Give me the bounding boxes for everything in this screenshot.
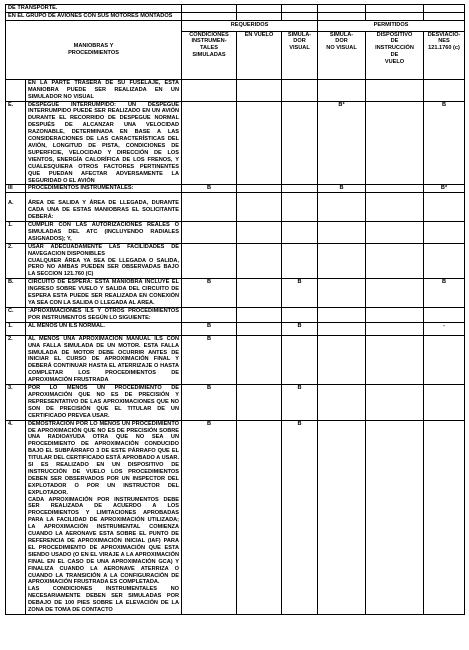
- visual-simulator-cell: [282, 243, 318, 279]
- training-device-cell: [366, 307, 424, 322]
- training-device-cell: [366, 420, 424, 614]
- empty-cell: [282, 12, 318, 20]
- deviations-cell: [424, 335, 465, 384]
- non-visual-simulator-cell: [318, 420, 366, 614]
- simulated-conditions-cell: [182, 243, 237, 279]
- non-visual-simulator-cell: [318, 322, 366, 335]
- deviations-cell: B*: [424, 185, 465, 193]
- in-flight-cell: [237, 322, 282, 335]
- maneuver-description: CIRCUITO DE ESPERA: ESTA MANIOBRA INCLUYE EL INGRESO SOBRE VUELO Y SALIDA DEL CIRCUITO DE ESPERA ESTA PUEDE SER REALIZADA EN CONEXIÓN YA SEA CON LA SALIDA O LLEGADA AL AREA.: [26, 279, 182, 308]
- row-number: 4.: [6, 420, 26, 614]
- deviations-cell: [424, 193, 465, 222]
- deviations-cell: -: [424, 322, 465, 335]
- training-device-cell: [366, 222, 424, 244]
- visual-simulator-cell: [282, 193, 318, 222]
- deviations-cell: [424, 420, 465, 614]
- simulated-conditions-cell: [182, 307, 237, 322]
- non-visual-simulator-cell: [318, 243, 366, 279]
- training-device-cell: [366, 385, 424, 421]
- non-visual-simulator-cell: [318, 307, 366, 322]
- empty-cell: [366, 12, 424, 20]
- maneuver-description: :APROXIMACIONES ILS Y OTROS PROCEDIMIENTOS POR INSTRUMENTOS SEGÚN LO SIGUIENTE:: [26, 307, 182, 322]
- header-required: REQUERIDOS: [182, 20, 318, 31]
- in-flight-cell: [237, 243, 282, 279]
- simulated-conditions-cell: [182, 79, 237, 101]
- simulated-conditions-cell: B: [182, 385, 237, 421]
- visual-simulator-cell: B: [282, 279, 318, 308]
- visual-simulator-cell: B: [282, 420, 318, 614]
- maneuver-description: ÁREA DE SALIDA Y ÁREA DE LLEGADA, DURANTE CADA UNA DE ESTAS MANIOBRAS EL SOLICITANTE DEBERÁ:: [26, 193, 182, 222]
- deviations-cell: [424, 222, 465, 244]
- table-row: [6, 243, 465, 279]
- top-row: [6, 5, 465, 13]
- header-visual-simulator: SIMULA- DOR VISUAL: [282, 31, 318, 79]
- header-permitted: PERMITIDOS: [318, 20, 465, 31]
- in-flight-cell: [237, 335, 282, 384]
- table-row: [6, 385, 465, 421]
- non-visual-simulator-cell: [318, 222, 366, 244]
- training-device-cell: [366, 279, 424, 308]
- maneuver-description: AL MENOS UN ILS NORMAL.: [26, 322, 182, 335]
- training-device-cell: [366, 193, 424, 222]
- in-flight-cell: [237, 79, 282, 101]
- row-number: B.: [6, 279, 26, 308]
- deviations-cell: B: [424, 279, 465, 308]
- visual-simulator-cell: [282, 79, 318, 101]
- top-row: [6, 12, 465, 20]
- training-device-cell: [366, 101, 424, 185]
- in-flight-cell: [237, 279, 282, 308]
- row-number: C.: [6, 307, 26, 322]
- simulated-conditions-cell: [182, 101, 237, 185]
- table-row: [6, 335, 465, 384]
- empty-cell: [237, 12, 282, 20]
- empty-cell: [366, 5, 424, 13]
- training-device-cell: [366, 243, 424, 279]
- empty-cell: [182, 12, 237, 20]
- in-flight-cell: [237, 193, 282, 222]
- empty-cell: [318, 12, 366, 20]
- table-row: [6, 101, 465, 185]
- maneuver-description: CUMPLIR CON LAS AUTORIZACIONES REALES O SIMULADAS DEL ATC (INCLUYENDO RADIALES ASIGNADOS); Y,: [26, 222, 182, 244]
- visual-simulator-cell: B: [282, 322, 318, 335]
- in-flight-cell: [237, 420, 282, 614]
- header-deviations: DESVIACIO- NES 121.1760 (c): [424, 31, 465, 79]
- table-row: [6, 307, 465, 322]
- empty-cell: [237, 5, 282, 13]
- deviations-cell: B: [424, 101, 465, 185]
- visual-simulator-cell: [282, 222, 318, 244]
- in-flight-cell: [237, 222, 282, 244]
- simulated-conditions-cell: B: [182, 420, 237, 614]
- row-number: 1.: [6, 222, 26, 244]
- non-visual-simulator-cell: [318, 385, 366, 421]
- non-visual-simulator-cell: [318, 279, 366, 308]
- maneuver-description: POR LO MENOS UN PROCEDIMIENTO DE APROXIMACIÓN QUE NO ES DE PRECISIÓN Y REPRESENTATIVO DE LAS APROXIMACIONES QUE NO SON DE PRECISIÓN QUE EL TITULAR DE UN CERTIFICADO PREVEA USAR.: [26, 385, 182, 421]
- table-row: [6, 79, 465, 101]
- requirements-table: [5, 4, 465, 615]
- table-row: [6, 185, 465, 193]
- row-number: 2.: [6, 335, 26, 384]
- maneuver-description: DESPEGUE INTERRUMPIDO: UN DESPEGUE INTERRUMPIDO PUEDE SER REALIZADO EN UN AVIÓN DURANTE EL RECORRIDO DE DESPEGUE NORMAL DESPUÉS DE ALCANZAR UNA VELOCIDAD RAZONABLE, DETERMINADA EN BASE A LAS CONSIDERACIONES DE LAS CARACTERÍSTICAS DEL AVIÓN, LONGITUD DE PISTA, CONDICIONES DE SUPERFICIE, VELOCIDAD Y DIRECCIÓN DE LOS VIENTOS, ENERGÍA CALORÍFICA DE LOS FRENOS, Y CUALESQUIERA OTROS FACTORES PERTINENTES QUE PUEDAN AFECTAR ADVERSAMENTE LA SEGURIDAD O EL AVIÓN: [26, 101, 182, 185]
- in-flight-cell: [237, 185, 282, 193]
- non-visual-simulator-cell: [318, 193, 366, 222]
- deviations-cell: [424, 243, 465, 279]
- visual-simulator-cell: [282, 307, 318, 322]
- maneuver-description: PROCEDIMIENTOS INSTRUMENTALES:: [26, 185, 182, 193]
- deviations-cell: [424, 385, 465, 421]
- row-number: 3.: [6, 385, 26, 421]
- in-flight-cell: [237, 101, 282, 185]
- header-simulated-conditions: CONDICIONES INSTRUMEN- TALES SIMULADAS: [182, 31, 237, 79]
- deviations-cell: [424, 307, 465, 322]
- simulated-conditions-cell: B: [182, 335, 237, 384]
- simulated-conditions-cell: B: [182, 322, 237, 335]
- training-device-cell: [366, 322, 424, 335]
- header-in-flight: EN VUELO: [237, 31, 282, 79]
- visual-simulator-cell: [282, 101, 318, 185]
- empty-cell: [282, 5, 318, 13]
- maneuver-description: USAR ADECUADAMENTE LAS FACILIDADES DE NAVEGACION DISPONIBLES CUALQUIER ÁREA YA SEA DE LLEGADA O SALIDA, PERO NO AMBAS PUEDEN SER OBSERVADAS BAJO LA SECCION 121.760 (C): [26, 243, 182, 279]
- non-visual-simulator-cell: [318, 335, 366, 384]
- simulated-conditions-cell: [182, 222, 237, 244]
- empty-cell: [182, 5, 237, 13]
- header-maneuvers: MANIOBRAS Y PROCEDIMIENTOS: [6, 20, 182, 79]
- table-row: [6, 322, 465, 335]
- row-number: 1.: [6, 322, 26, 335]
- maneuver-description: EN LA PARTE TRASERA DE SU FUSELAJE, ESTA MANIOBRA PUEDE SER REALIZADA EN UN SIMULADOR NO VISUAL: [26, 79, 182, 101]
- simulated-conditions-cell: B: [182, 185, 237, 193]
- empty-cell: [424, 5, 465, 13]
- maneuver-description: AL MENOS UNA APROXIMACIÓN MANUAL ILS CON UNA FALLA SIMULADA DE UN MOTOR. ESTA FALLA SIMULADA DE MOTOR DEBE OCURRIR ANTES DE INICIAR EL CURSO DE APROXIMACIÓN FINAL Y DEBERÁ CONTINUAR HASTA EL ATERRIZAJE O HASTA COMPLETAR LOS PROCEDIMIENTOS DE APROXIMACIÓN FRUSTRADA: [26, 335, 182, 384]
- row-number: E.: [6, 101, 26, 185]
- visual-simulator-cell: [282, 335, 318, 384]
- row-number: 2.: [6, 243, 26, 279]
- non-visual-simulator-cell: B: [318, 185, 366, 193]
- empty-cell: [318, 5, 366, 13]
- training-device-cell: [366, 185, 424, 193]
- table-row: [6, 222, 465, 244]
- in-flight-cell: [237, 307, 282, 322]
- header-training-device: DISPOSITIVO DE INSTRUCCIÓN DE VUELO: [366, 31, 424, 79]
- deviations-cell: [424, 79, 465, 101]
- table-row: [6, 279, 465, 308]
- header-group-row: [6, 20, 465, 31]
- row-number: A.: [6, 193, 26, 222]
- top-row-text: EN EL GRUPO DE AVIONES CON SUS MOTORES MONTADOS: [6, 12, 182, 20]
- simulated-conditions-cell: [182, 193, 237, 222]
- training-device-cell: [366, 79, 424, 101]
- maneuver-description: DEMOSTRACIÓN POR LO MENOS UN PROCEDIMIENTO DE APROXIMACIÓN QUE NO ES DE PRECISIÓN SOBRE UNA RADIOAYUDA OTRA QUE NO SEA UN PROCEDIMIENTO DE APROXIMACIÓN CONDUCIDO BAJO EL SUBPÁRRAFO 3 DE ESTE PÁRRAFO QUE EL TITULAR DEL CERTIFICADO ESTÁ APROBADO A USAR. SI ES REALIZADO EN UN DISPOSITIVO DE INSTRUCCIÓN DE VUELO LOS PROCEDIMIENTOS DEBEN SER OBSERVADOS POR UN INSPECTOR DEL EXPLOTADOR O POR UN INSTRUCTOR DEL EXPLOTADOR. CADA APROXIMACIÓN POR INSTRUMENTOS DEBE SER REALIZADA DE ACUERDO A LOS PROCEDIMIENTOS Y LIMITACIONES APROBADAS PARA LA FACILIDAD DE APROXIMACIÓN UTILIZADA; LA APROXIMACIÓN INSTRUMENTAL COMIENZA CUANDO LA AERONAVE ESTA SOBRE EL PUNTO DE REFERENCIA DE APROXIMACIÓN INICIAL (IAF) PARA EL PROCEDIMIENTO DE APROXIMACIÓN QUE ESTA SIENDO USADO (O EN EL VIRAJE A LA APROXIMACIÓN FINAL EN EL CASO DE UNA APROXIMACIÓN GCA) Y FINALIZA CUANDO LA AERONAVE ATERRIZA O CUANDO LA TRANSICIÓN A LA CONFIGURACIÓN DE APROXIMACIÓN FRUSTRADA ES COMPLETADA. LAS CONDICIONES INSTRUMENTALES NO NECESARIAMENTE DEBEN SER SIMULADAS POR DEBAJO DE 100 PIES SOBRE LA ELEVACIÓN DE LA ZONA DE TOMA DE CONTACTO: [26, 420, 182, 614]
- row-number: [6, 79, 26, 101]
- header-non-visual-simulator: SIMULA- DOR NO VISUAL: [318, 31, 366, 79]
- empty-cell: [424, 12, 465, 20]
- simulated-conditions-cell: B: [182, 279, 237, 308]
- non-visual-simulator-cell: B*: [318, 101, 366, 185]
- row-number: III: [6, 185, 26, 193]
- non-visual-simulator-cell: [318, 79, 366, 101]
- training-device-cell: [366, 335, 424, 384]
- table-row: [6, 420, 465, 614]
- in-flight-cell: [237, 385, 282, 421]
- table-row: [6, 193, 465, 222]
- visual-simulator-cell: [282, 185, 318, 193]
- visual-simulator-cell: B: [282, 385, 318, 421]
- top-row-text: DE TRANSPORTE.: [6, 5, 182, 13]
